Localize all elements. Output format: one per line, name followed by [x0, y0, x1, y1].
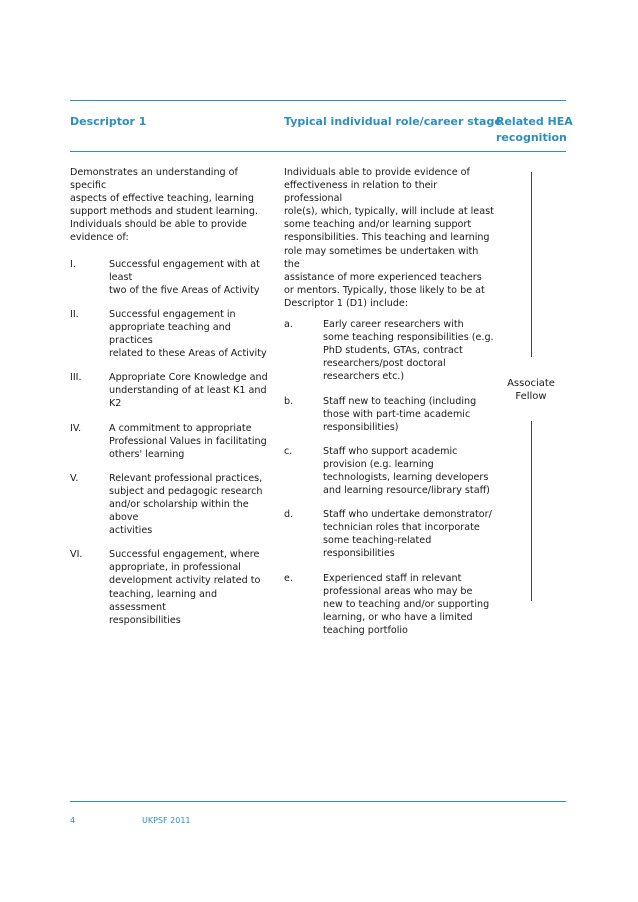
intro-paragraph [70, 166, 275, 245]
list-item-number: VI. [70, 549, 83, 561]
list-item-text [323, 395, 494, 434]
list-item-line: researchers/post doctoral [323, 358, 446, 370]
list-item [284, 445, 494, 497]
list-item-line: provision (e.g. learning [323, 458, 434, 470]
list-item-line: related to these Areas of Activity [109, 348, 267, 360]
list-item [70, 548, 275, 627]
list-item-line: development activity related to [109, 575, 261, 587]
list-item [284, 395, 494, 434]
list-item-line: some teaching-related responsibilities [323, 535, 432, 560]
footer-rule [70, 801, 566, 802]
intro-line: aspects of effective teaching, learning [70, 193, 254, 205]
recognition-line2: Fellow [515, 391, 547, 402]
header-descriptor: Descriptor 1 [70, 115, 147, 128]
top-rule [70, 100, 566, 101]
list-item-line: PhD students, GTAs, contract [323, 345, 463, 357]
list-item-text [109, 258, 275, 297]
list-item [284, 572, 494, 637]
list-item-text [109, 548, 275, 627]
header-role: Typical individual role/career stage [284, 115, 502, 128]
list-item-number: a. [284, 319, 293, 331]
divider-upper [531, 172, 532, 357]
intro-line: responsibilities. This teaching and learning [284, 232, 490, 244]
intro-line: or mentors. Typically, those likely to be at [284, 284, 485, 296]
intro-line: some teaching and/or learning support [284, 219, 472, 231]
list-item-line: others' learning [109, 448, 185, 460]
intro-line: Individuals should be able to provide [70, 219, 247, 231]
intro-line: role(s), which, typically, will include at least [284, 206, 494, 218]
list-item-line: Staff who undertake demonstrator/ [323, 509, 492, 521]
list-item-line: Relevant professional practices, [109, 472, 263, 484]
list-item [284, 318, 494, 383]
list-item-line: new to teaching and/or supporting [323, 598, 490, 610]
intro-line: role may sometimes be undertaken with the [284, 245, 479, 270]
list-item [70, 371, 275, 410]
list-item-line: understanding of at least K1 and K2 [109, 385, 267, 410]
intro-line: Individuals able to provide evidence of [284, 167, 470, 178]
list-item-line: those with part-time academic [323, 408, 471, 420]
list-item-number: V. [70, 472, 79, 484]
list-item-line: appropriate teaching and practices [109, 321, 231, 347]
list-item-text [323, 508, 494, 560]
list-item-text [109, 308, 275, 360]
header-rule [70, 151, 566, 152]
list-item-line: Early career researchers with [323, 319, 464, 331]
list-item-line: and/or scholarship within the above [109, 498, 249, 524]
list-item-line: activities [109, 525, 153, 537]
list-item-line: Staff new to teaching (including [323, 395, 477, 407]
header-recognition-line2: recognition [496, 131, 567, 144]
list-item-line: two of the five Areas of Activity [109, 284, 260, 296]
list-item-number: III. [70, 372, 82, 384]
list-item-text [323, 445, 494, 497]
list-item-line: teaching, learning and assessment [109, 588, 218, 613]
list-item-number: b. [284, 395, 294, 407]
list-item [70, 308, 275, 360]
header-recognition-line1: Related HEA [496, 115, 573, 128]
list-item-line: Staff who support academic [323, 445, 458, 457]
list-item-text [109, 422, 275, 461]
list-item-text [109, 371, 275, 410]
list-item-number: c. [284, 445, 293, 457]
roles-column [284, 166, 494, 637]
page-number: 4 [70, 816, 76, 825]
list-item-line: responsibilities [109, 614, 181, 626]
intro-line: Demonstrates an understanding of specific [70, 167, 238, 192]
header-recognition [496, 114, 573, 146]
intro-line: assistance of more experienced teachers [284, 271, 482, 283]
recognition-line1: Associate [507, 378, 555, 389]
intro-paragraph [284, 166, 494, 310]
list-item-line: Successful engagement, where [109, 549, 260, 561]
list-item-line: teaching portfolio [323, 624, 408, 636]
list-item [284, 508, 494, 560]
footer-title: UKPSF 2011 [142, 816, 191, 825]
list-item-line: A commitment to appropriate [109, 422, 252, 434]
intro-line: support methods and student learning. [70, 206, 258, 218]
list-item-line: subject and pedagogic research [109, 485, 263, 497]
list-item-text [323, 318, 494, 383]
descriptor-column [70, 166, 275, 627]
intro-line: effectiveness in relation to their professional [284, 180, 438, 205]
list-item-line: and learning resource/library staff) [323, 485, 490, 497]
list-item-number: I. [70, 258, 76, 270]
list-item-text [109, 472, 275, 537]
list-item-line: Appropriate Core Knowledge and [109, 372, 268, 384]
list-item [70, 422, 275, 461]
list-item-number: IV. [70, 422, 82, 434]
list-item-number: II. [70, 308, 79, 320]
list-item-line: technician roles that incorporate [323, 522, 480, 534]
divider-lower [531, 421, 532, 601]
list-item-line: researchers etc.) [323, 371, 405, 383]
list-item-line: Successful engagement with at least [109, 258, 260, 283]
list-item-number: d. [284, 509, 294, 521]
list-item-number: e. [284, 572, 293, 584]
list-item-line: some teaching responsibilities (e.g. [323, 332, 494, 344]
recognition-label [500, 377, 562, 403]
list-item-line: Successful engagement in [109, 308, 236, 320]
list-item-line: professional areas who may be [323, 585, 473, 597]
list-item [70, 258, 275, 297]
list-item-text [323, 572, 494, 637]
intro-line: Descriptor 1 (D1) include: [284, 297, 409, 309]
list-item-line: Experienced staff in relevant [323, 572, 462, 584]
list-item-line: responsibilities) [323, 421, 399, 433]
list-item-line: appropriate, in professional [109, 562, 241, 574]
list-item [70, 472, 275, 537]
list-item-line: technologists, learning developers [323, 471, 489, 483]
list-item-line: learning, or who have a limited [323, 611, 473, 623]
intro-line: evidence of: [70, 232, 129, 244]
list-item-line: Professional Values in facilitating [109, 435, 267, 447]
